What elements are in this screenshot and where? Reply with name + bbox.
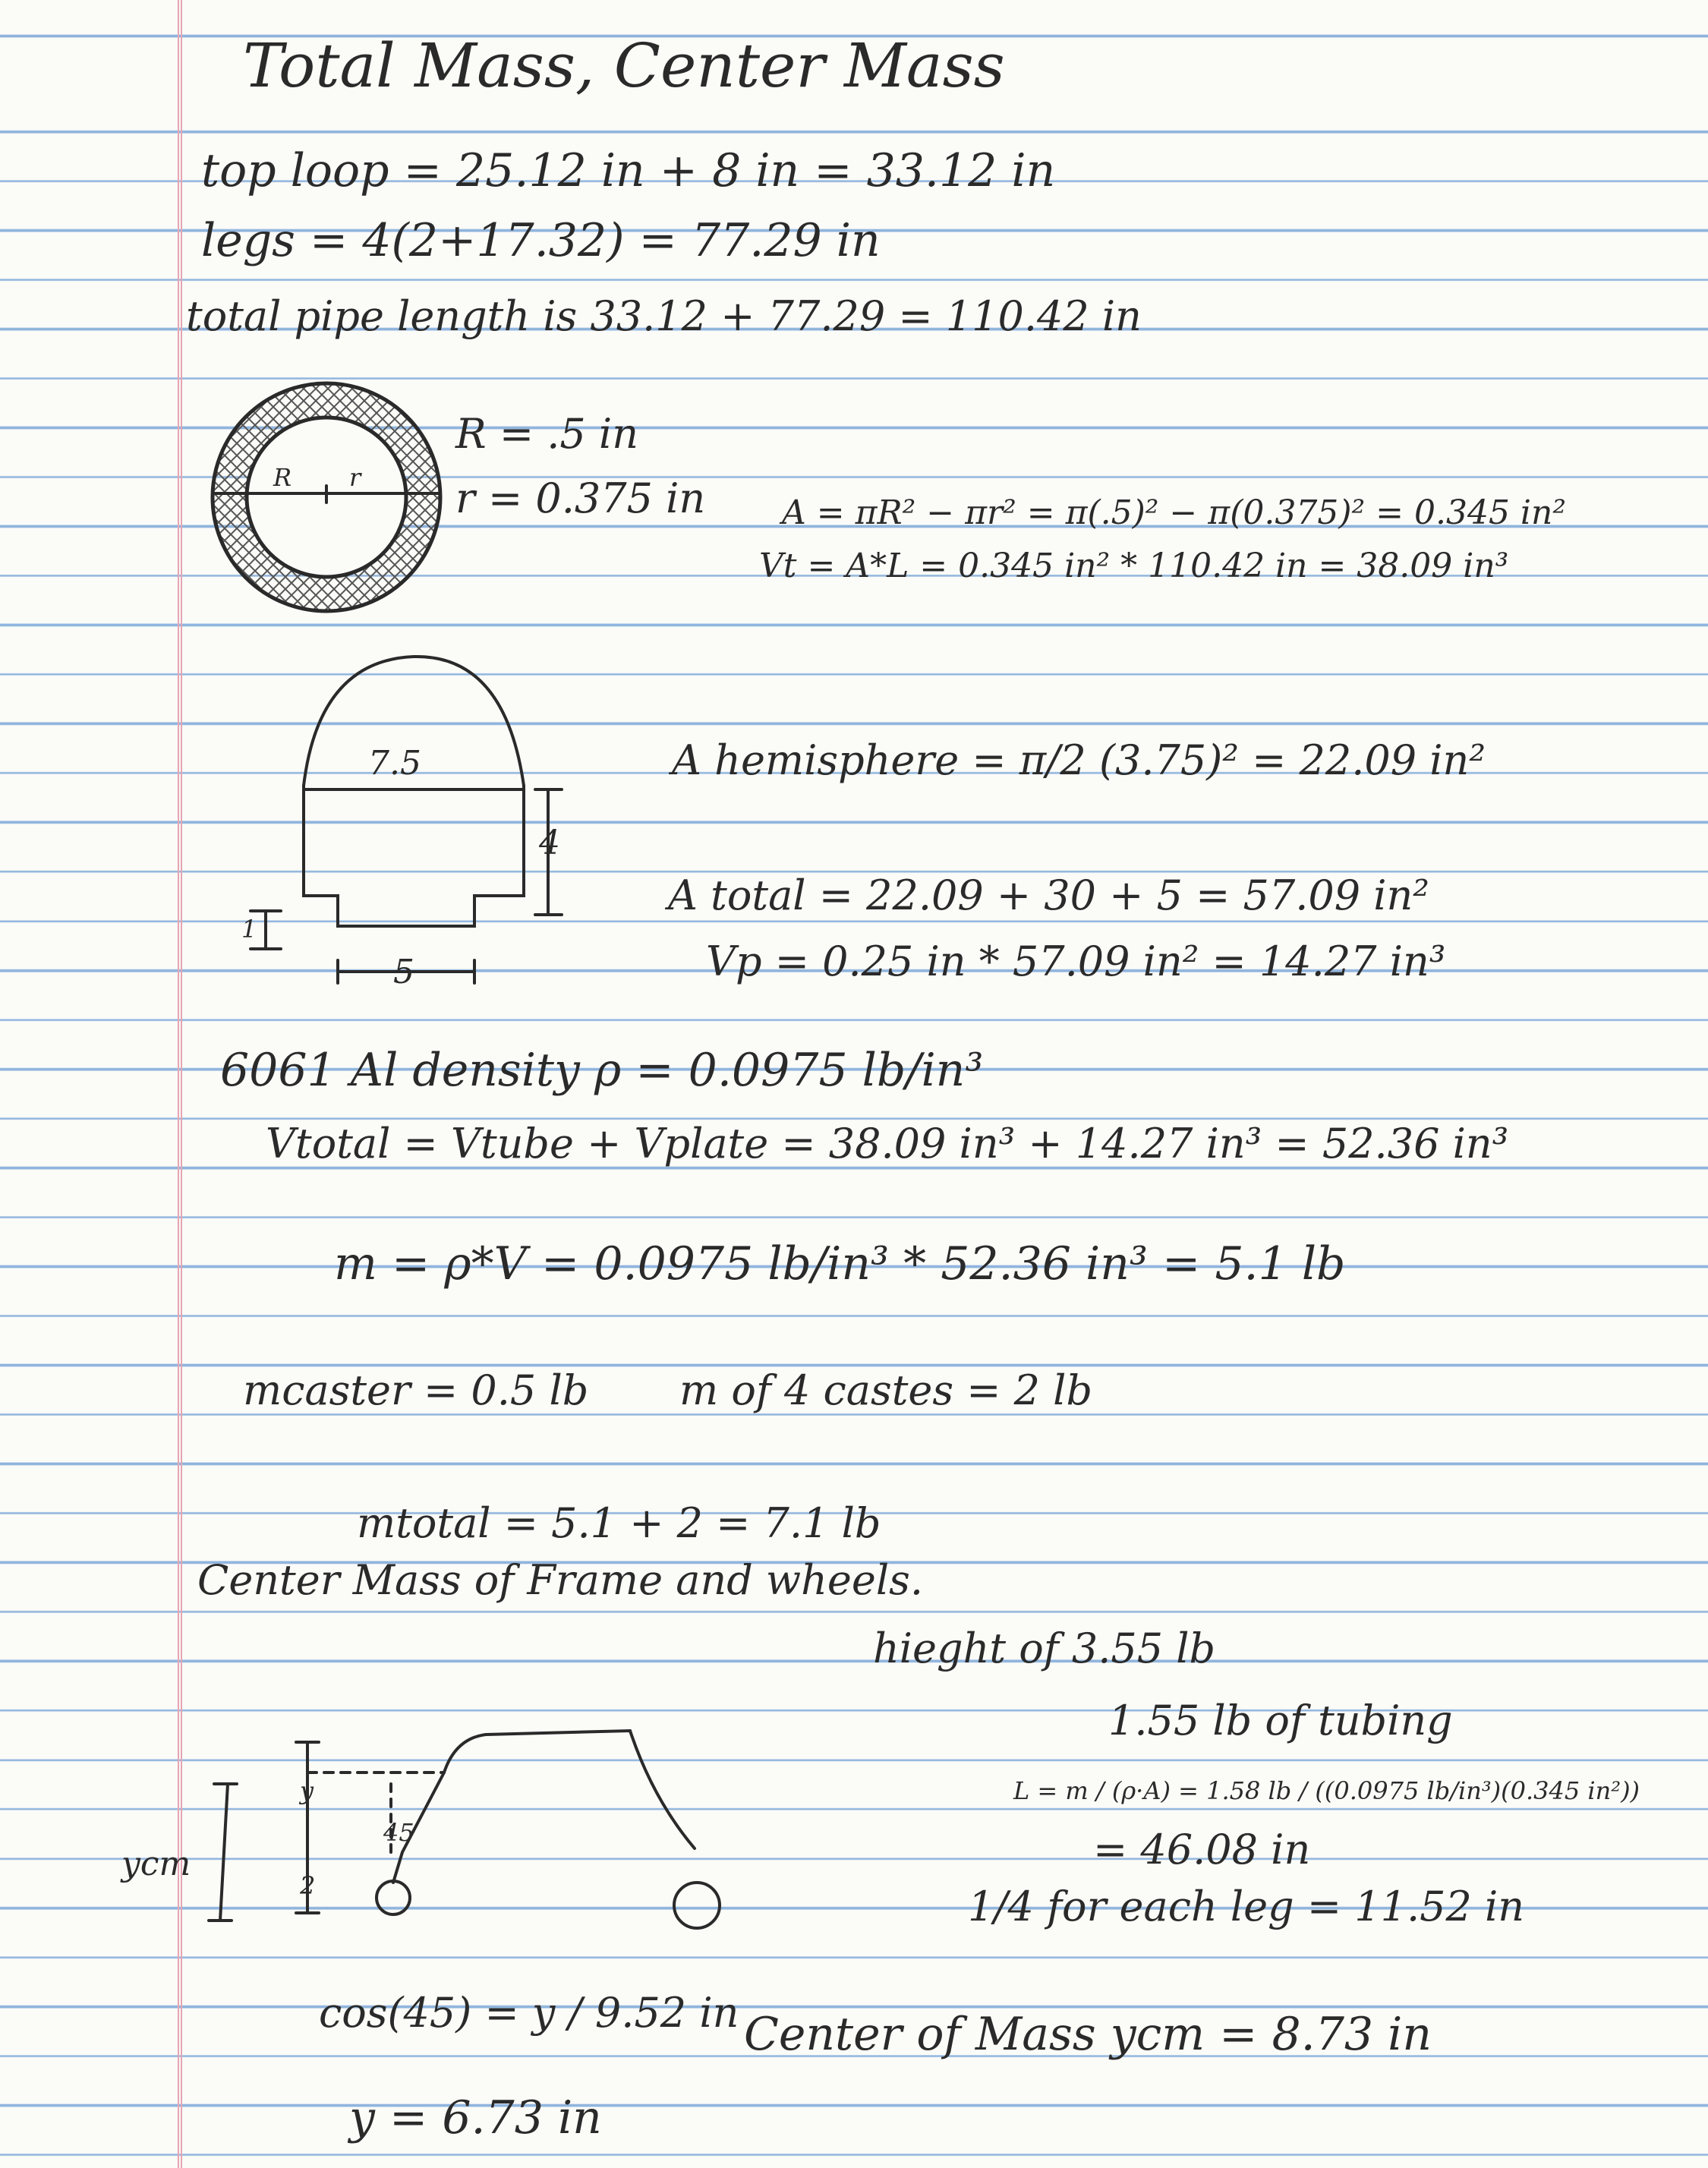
- mass-line: m = ρ*V = 0.0975 lb/in³ * 52.36 in³ = 5.1 lb: [334, 1237, 1346, 1290]
- cos-equation: cos(45) = y / 9.52 in: [319, 1989, 739, 2037]
- plate-total-area: A total = 22.09 + 30 + 5 = 57.09 in²: [668, 871, 1429, 919]
- each-leg-length: 1/4 for each leg = 11.52 in: [968, 1883, 1525, 1930]
- inner-radius: r = 0.375 in: [455, 474, 706, 522]
- tube-area: A = πR² − πr² = π(.5)² − π(0.375)² = 0.345 in²: [782, 493, 1566, 532]
- height-mass: hieght of 3.55 lb: [873, 1624, 1216, 1672]
- hemisphere-area: A hemisphere = π/2 (3.75)² = 22.09 in²: [672, 736, 1486, 784]
- fig-angle-label: 45: [383, 1818, 414, 1847]
- outer-radius: R = .5 in: [455, 410, 638, 458]
- fig-y-label: y: [300, 1776, 314, 1805]
- plate-volume: Vp = 0.25 in * 57.09 in² = 14.27 in³: [706, 937, 1446, 985]
- four-casters-mass: m of 4 castes = 2 lb: [679, 1366, 1093, 1414]
- total-mass: mtotal = 5.1 + 2 = 7.1 lb: [357, 1499, 881, 1547]
- ycm-label: ycm: [121, 1845, 191, 1883]
- tube-cross-section-figure: [213, 383, 440, 611]
- density-line: 6061 Al density ρ = 0.0975 lb/in³: [220, 1044, 984, 1097]
- plate-dim-notch: 1: [241, 915, 257, 944]
- leg-length-result: = 46.08 in: [1093, 1826, 1311, 1873]
- center-of-mass-result: Center of Mass ycm = 8.73 in: [744, 2008, 1432, 2061]
- plate-outline-figure: [251, 657, 562, 983]
- frame-center-figure: [209, 1731, 720, 1928]
- fig-2-label: 2: [300, 1871, 316, 1900]
- caster-mass: mcaster = 0.5 lb: [243, 1366, 589, 1414]
- total-length-line: total pipe length is 33.12 + 77.29 = 110.42 in: [186, 292, 1142, 340]
- plate-dim-base: 5: [393, 953, 414, 991]
- tube-volume: Vt = A*L = 0.345 in² * 110.42 in = 38.09 in³: [759, 547, 1509, 585]
- plate-dim-height: 4: [539, 824, 560, 862]
- center-heading: Center Mass of Frame and wheels.: [197, 1556, 923, 1604]
- y-result: y = 6.73 in: [349, 2091, 602, 2144]
- total-volume-line: Vtotal = Vtube + Vplate = 38.09 in³ + 14.27 in³ = 52.36 in³: [266, 1120, 1509, 1168]
- page-title: Total Mass, Center Mass: [243, 30, 1005, 101]
- legs-line: legs = 4(2+17.32) = 77.29 in: [201, 214, 881, 267]
- tube-fig-R: R: [273, 463, 292, 492]
- tubing-mass: 1.55 lb of tubing: [1108, 1697, 1453, 1744]
- plate-dim-width: 7.5: [368, 744, 421, 783]
- tube-fig-r: r: [349, 463, 361, 492]
- leg-length-formula: L = m / (ρ·A) = 1.58 lb / ((0.0975 lb/in³)(0.345 in²)): [1013, 1776, 1640, 1805]
- top-loop-line: top loop = 25.12 in + 8 in = 33.12 in: [201, 144, 1056, 197]
